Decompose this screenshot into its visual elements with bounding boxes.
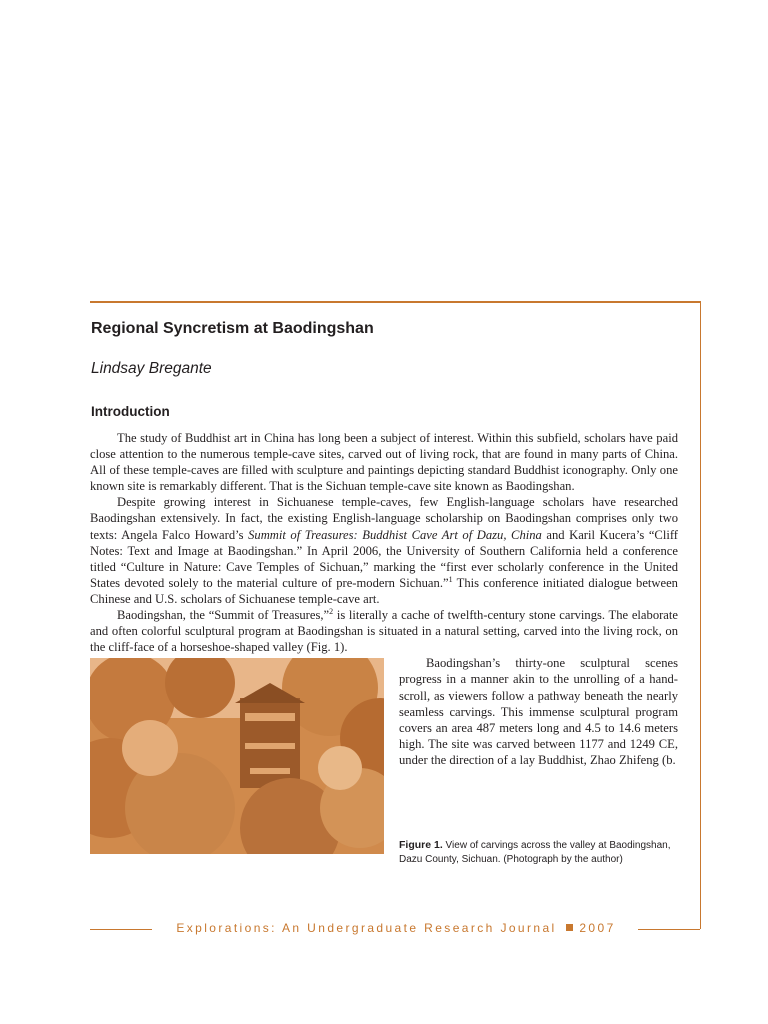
paragraph-2: [90, 494, 678, 607]
section-heading-introduction: Introduction: [91, 404, 170, 419]
paragraph-3-text-b: is literally a cache of twelfth-century stone carvings. The elaborate and often colorful sculptural program at Baodingshan is situated in a natural setting, carved into the living rock, on the cliff-face of a horseshoe-shaped valley (Fig. 1).: [90, 608, 678, 655]
footer-rule-right: [638, 929, 700, 930]
author-name: Lindsay Bregante: [91, 360, 212, 377]
paragraph-3-text-a: Baodingshan, the “Summit of Treasures,”: [117, 608, 330, 623]
article-body: [90, 430, 678, 858]
footnote-ref-1[interactable]: 1: [448, 574, 453, 584]
right-rule: [700, 301, 701, 929]
footer-year: 2007: [579, 921, 616, 935]
paragraph-3: [90, 607, 678, 655]
paragraph-2-text-c: This conference initiated dialogue between Chinese and U.S. scholars of Sichuanese temple-cave art.: [90, 575, 678, 606]
book-title: Summit of Treasures: Buddhist Cave Art of Dazu, China: [248, 527, 542, 542]
running-footer: [156, 921, 636, 935]
figure-1-photo: [90, 658, 384, 854]
footer-journal-name: Explorations: An Undergraduate Research Journal: [176, 921, 557, 935]
paragraph-2-text-b: and Karil Kucera’s “Cliff Notes: Text and Image at Baodingshan.” In April 2006, the University of Southern California held a conference titled “Culture in Nature: Cave Temples of Sichuan,” marking the “first ever scholarly conference in the United States devoted solely to the material culture of pre-modern Sichuan.”: [90, 527, 678, 590]
article-title: Regional Syncretism at Baodingshan: [91, 320, 374, 337]
paragraph-4: Baodingshan’s thirty-one sculptural scenes progress in a manner akin to the unrolling of a hand-scroll, as viewers follow a pathway beneath the nearly seamless carvings. This immense sculptural program covers an area 487 meters long and 4.5 to 14.6 meters high. The site was carved between 1177 and 1249 CE, under the direction of a lay Buddhist, Zhao Zhifeng (b.: [399, 656, 678, 767]
square-bullet-icon: [566, 924, 573, 931]
footer-rule-left: [90, 929, 152, 930]
top-rule: [90, 301, 701, 303]
figure-1-caption: [399, 838, 689, 867]
figure-1-illustration: [90, 658, 384, 854]
paragraph-1: The study of Buddhist art in China has long been a subject of interest. Within this subfield, scholars have paid close attention to the numerous temple-cave sites, carved out of living rock, that are found in many parts of China. All of these temple-caves are filled with sculpture and paintings depicting standard Buddhist iconography. Only one known site is remarkably different. That is the Sichuan temple-cave site known as Baodingshan.: [90, 431, 678, 494]
paragraph-2-text-a: Despite growing interest in Sichuanese temple-caves, few English-language scholars have researched Baodingshan extensively. In fact, the existing English-language scholarship on Baodingshan comprises only two texts: Angela Falco Howard’s: [90, 495, 678, 542]
figure-1-caption-text: View of carvings across the valley at Baodingshan, Dazu County, Sichuan. (Photograph by the author): [399, 840, 671, 865]
figure-1-label: Figure 1.: [399, 839, 443, 851]
footnote-ref-2[interactable]: 2: [329, 606, 334, 616]
